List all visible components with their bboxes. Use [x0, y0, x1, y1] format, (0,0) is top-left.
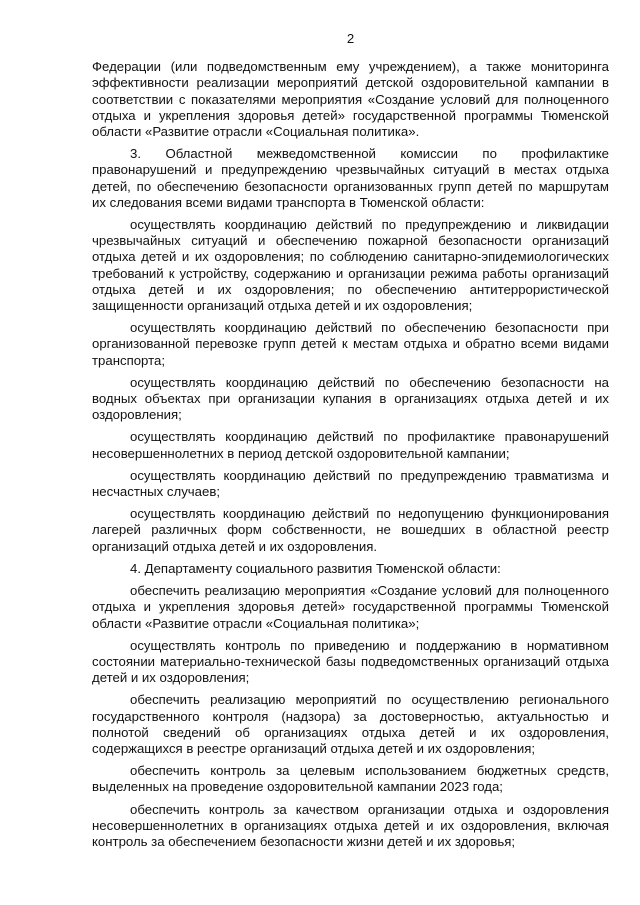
paragraph: обеспечить реализацию мероприятия «Создание условий для полноценного отдыха и укрепления здоровья детей» государственной программы Тюменской области «Развитие отрасли «Социальная политика»; — [92, 583, 609, 631]
paragraph: обеспечить реализацию мероприятий по осуществлению регионального государственного контроля (надзора) за достоверностью, актуальностью и полнотой сведений об организациях отдыха детей и их оздоровления, содержащихся в реестре организаций отдыха детей и их оздоровления; — [92, 692, 609, 756]
paragraph: осуществлять координацию действий по обеспечению безопасности на водных объектах при организации купания в организациях отдыха детей и их оздоровления; — [92, 374, 609, 423]
paragraph: Федерации (или подведомственным ему учреждением), а также мониторинга эффективности реализации мероприятий детской оздоровительной кампании в соответствии с показателями мероприятия «Создание условий для полноценного отдыха и укрепления здоровья детей» государственной программы Тюменской области «Развитие отрасли «Социальная политика». — [92, 59, 609, 140]
paragraph: осуществлять контроль по приведению и поддержанию в нормативном состоянии материально-технической базы подведомственных организаций отдыха детей и их оздоровления; — [92, 637, 609, 686]
paragraph: 4. Департаменту социального развития Тюменской области: — [130, 560, 501, 576]
paragraph: обеспечить контроль за качеством организации отдыха и оздоровления несовершеннолетних в организациях отдыха детей и их оздоровления, включая контроль за обеспечением безопасности жизни детей и их здоровья; — [92, 801, 609, 849]
paragraph: осуществлять координацию действий по предупреждению и ликвидации чрезвычайных ситуаций и обеспечению пожарной безопасности организаций отдыха детей и их оздоровления; по соблюдению санитарно-эпидемиологических требований к устройству, содержанию и организации режима работы организаций отдыха детей и их оздоровления; по обеспечению антитеррористической защищенности организаций отдыха детей и их оздоровления; — [92, 217, 609, 314]
paragraph: осуществлять координацию действий по предупреждению травматизма и несчастных случаев; — [92, 467, 609, 500]
paragraph: 3. Областной межведомственной комиссии по профилактике правонарушений и предупреждению чрезвычайных ситуаций в местах отдыха детей, по обеспечению безопасности организованных групп детей по маршрутам их следования всеми видами транспорта в Тюменской области: — [92, 146, 609, 210]
paragraph: осуществлять координацию действий по недопущению функционирования лагерей различных форм собственности, не вошедших в областной реестр организаций отдыха детей и их оздоровления. — [92, 506, 609, 554]
page-number: 2 — [346, 31, 355, 46]
paragraph: осуществлять координацию действий по обеспечению безопасности при организованной перевозке групп детей к местам отдыха и обратно всеми видами транспорта; — [92, 320, 609, 368]
paragraph: обеспечить контроль за целевым использованием бюджетных средств, выделенных на проведение оздоровительной кампании 2023 года; — [92, 763, 609, 795]
paragraph: осуществлять координацию действий по профилактике правонарушений несовершеннолетних в период детской оздоровительной кампании; — [92, 429, 609, 461]
